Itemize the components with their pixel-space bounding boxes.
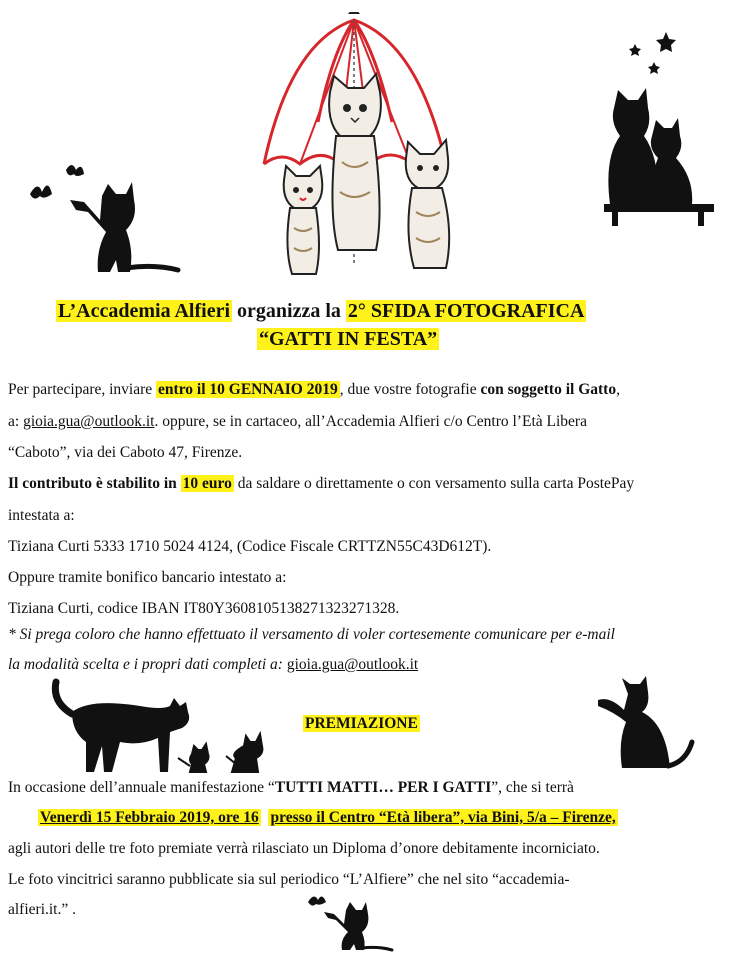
awards-heading xyxy=(303,715,420,733)
title-event-name: “GATTI IN FESTA” xyxy=(259,328,438,350)
body-text: In occasione dell’annuale manifestazione “ xyxy=(8,779,275,796)
body-line-7: Oppure tramite bonifico bancario intestato a: xyxy=(8,569,287,586)
prize-line-3: agli autori delle tre foto premiate verrà rilasciato un Diploma d’onore debitamente incorniciato. xyxy=(8,840,600,857)
prize-line-4: Le foto vincitrici saranno pubblicate sia sul periodico “L’Alfiere” che nel sito “accademia- xyxy=(8,871,570,888)
body-line-4 xyxy=(8,474,634,494)
title-challenge: 2° SFIDA FOTOGRAFICA xyxy=(347,300,585,322)
moon-cats-silhouette xyxy=(580,18,720,228)
umbrella-cats-illustration xyxy=(250,12,460,282)
reaching-cat-silhouette xyxy=(596,672,696,772)
body-line-3: “Caboto”, via dei Caboto 47, Firenze. xyxy=(8,444,243,461)
fee-label: Il contributo è stabilito in xyxy=(8,475,181,492)
walking-cats-silhouette xyxy=(50,676,270,776)
bottom-kitten-silhouette xyxy=(306,890,396,952)
awards-heading-text: PREMIAZIONE xyxy=(305,715,418,732)
body-text: Per partecipare, inviare xyxy=(8,381,157,398)
subject-bold: con soggetto il Gatto xyxy=(480,381,617,398)
email-link[interactable]: gioia.gua@outlook.it xyxy=(286,656,419,673)
body-line-5: intestata a: xyxy=(8,507,75,524)
event-date-highlight: Venerdì 15 Febbraio 2019, ore 16 xyxy=(40,809,259,826)
prize-line-2 xyxy=(38,808,618,828)
fee-amount: 10 euro xyxy=(182,475,232,492)
body-line-1 xyxy=(8,380,620,400)
kitten-butterfly-silhouette xyxy=(26,160,186,280)
body-text: . oppure, se in cartaceo, all’Accademia Alfieri c/o Centro l’Età Libera xyxy=(154,413,587,430)
body-text: da saldare o direttamente o con versamento sulla carta PostePay xyxy=(233,475,635,492)
body-line-6: Tiziana Curti 5333 1710 5024 4124, (Codice Fiscale CRTTZN55C43D612T). xyxy=(8,538,492,555)
title-line-2 xyxy=(257,328,439,350)
event-venue-highlight: presso il Centro “Età libera”, via Bini, 5/a – Firenze, xyxy=(270,809,616,826)
body-text: ”, che si terrà xyxy=(491,779,574,796)
deadline-highlight: entro il 10 GENNAIO 2019 xyxy=(158,381,338,398)
event-name-bold: TUTTI MATTI… PER I GATTI xyxy=(274,779,492,796)
title-organizes: organizza la xyxy=(232,300,346,322)
body-line-9: * Si prega coloro che hanno effettuato il versamento di voler cortesemente comunicare per e-mail xyxy=(8,626,615,643)
body-text: , xyxy=(616,381,620,398)
body-line-2 xyxy=(8,412,587,432)
title-line-1 xyxy=(56,300,586,322)
body-line-10 xyxy=(8,655,418,675)
body-text: , due vostre fotografie xyxy=(339,381,481,398)
body-line-8: Tiziana Curti, codice IBAN IT80Y3608105138271323271328. xyxy=(8,600,400,617)
prize-line-1 xyxy=(8,778,574,798)
body-text: la modalità scelta e i propri dati completi a: xyxy=(8,656,287,673)
prize-line-5: alfieri.it.” . xyxy=(8,901,76,918)
email-link[interactable]: gioia.gua@outlook.it xyxy=(23,413,155,430)
title-academy: L’Accademia Alfieri xyxy=(58,300,231,322)
body-text: a: xyxy=(8,413,24,430)
